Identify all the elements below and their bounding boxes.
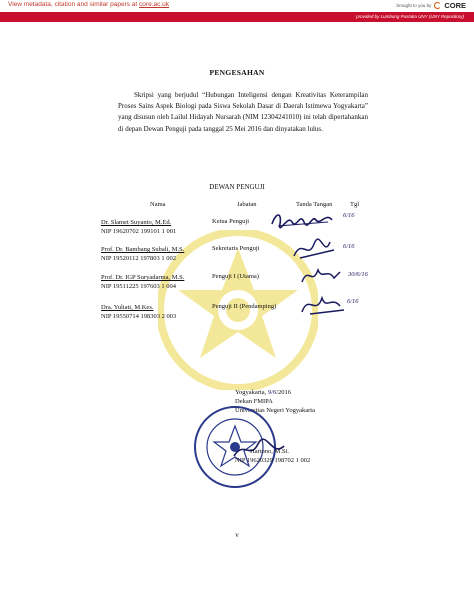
examiner-role-3: Penguji I (Utama) [212, 273, 259, 280]
examiner-role-4: Penguji II (Pendamping) [212, 303, 277, 310]
core-host-link[interactable]: core.ac.uk [139, 1, 170, 8]
examiner-name-4 [101, 303, 206, 312]
examiner-name-3 [101, 273, 206, 282]
metadata-link[interactable] [8, 1, 169, 8]
examiner-name-text: Prof. Dr. IGP Suryadarma, M.S. [101, 274, 185, 281]
examiner-nip-1: NIP 19620702 199101 1 001 [101, 228, 177, 235]
metadata-link-text[interactable]: View metadata, citation and similar papers at [8, 1, 140, 8]
header-tgl: Tgl [350, 201, 360, 208]
signature-4-icon [296, 290, 348, 318]
header-jabatan: Jabatan [237, 201, 257, 208]
header-nama: Nama [150, 201, 166, 208]
examiner-role-2: Sekretaris Penguji [212, 245, 260, 252]
signature-date-1: 6/16 [343, 212, 355, 219]
dean-nip: NIP 19620329 198702 1 002 [235, 457, 311, 464]
place-date-suffix: /2016 [276, 389, 292, 396]
examiner-name-text: Dr. Slamet Suyanto, M.Ed. [101, 219, 172, 226]
examiner-name-text: Prof. Dr. Bambang Subali, M.S. [101, 246, 185, 253]
signature-2-icon [290, 236, 340, 262]
provider-text[interactable]: provided by Lumbung Pustaka UNY (UNY Repository) [356, 13, 464, 19]
university-name: Universitas Negeri Yogyakarta [235, 407, 315, 414]
signature-date-3: 30/6/16 [348, 271, 368, 278]
examiner-nip-4: NIP 19550714 198303 2 003 [101, 313, 177, 320]
examiner-role-1: Ketua Penguji [212, 218, 250, 225]
dean-title: Dekan FMIPA [235, 398, 273, 405]
signature-date-2: 6/16 [343, 243, 355, 250]
examiner-name-2 [101, 245, 206, 254]
examiner-name-1 [101, 218, 206, 227]
examiner-nip-3: NIP 19511225 197603 1 004 [101, 283, 176, 290]
board-title: DEWAN PENGUJI [209, 183, 265, 191]
page-number: v [235, 531, 239, 539]
examiner-name-text: Dra. Yuliati, M.Kes. [101, 304, 154, 311]
signature-1-icon [268, 208, 340, 232]
core-wordmark: CORE [444, 1, 466, 10]
core-banner [0, 0, 474, 12]
signature-3-icon [298, 264, 344, 288]
brought-text: brought to you by [396, 3, 432, 8]
header-ttd: Tanda Tangan [296, 201, 333, 208]
core-brand[interactable] [397, 1, 466, 10]
page-title: PENGESAHAN [209, 68, 265, 77]
provider-bar [0, 12, 474, 22]
place-date [235, 388, 291, 397]
approval-paragraph: Skripsi yang berjudul “Hubungan Inteligensi dengan Kreativitas Keterampilan Proses Sains Aspek Biologi pada Siswa Sekolah Dasar di Daerah Istimewa Yogyakarta” yang disusun oleh Lailul Hidayah Nursarah (NIM 12304241010) ini telah dipertahankan di depan Dewan Penguji pada tanggal 25 Mei 2016 dan dinyatakan lulus. [118, 91, 368, 133]
core-logo-icon [434, 2, 441, 9]
dean-name: Hartono, M.Si. [250, 448, 289, 455]
examiner-nip-2: NIP 19520112 197803 1 002 [101, 255, 176, 262]
place-date-prefix: Yogyakarta, [235, 389, 268, 396]
signature-date-4: 6/16 [347, 298, 359, 305]
place-date-handwritten: 9/6 [267, 389, 277, 396]
